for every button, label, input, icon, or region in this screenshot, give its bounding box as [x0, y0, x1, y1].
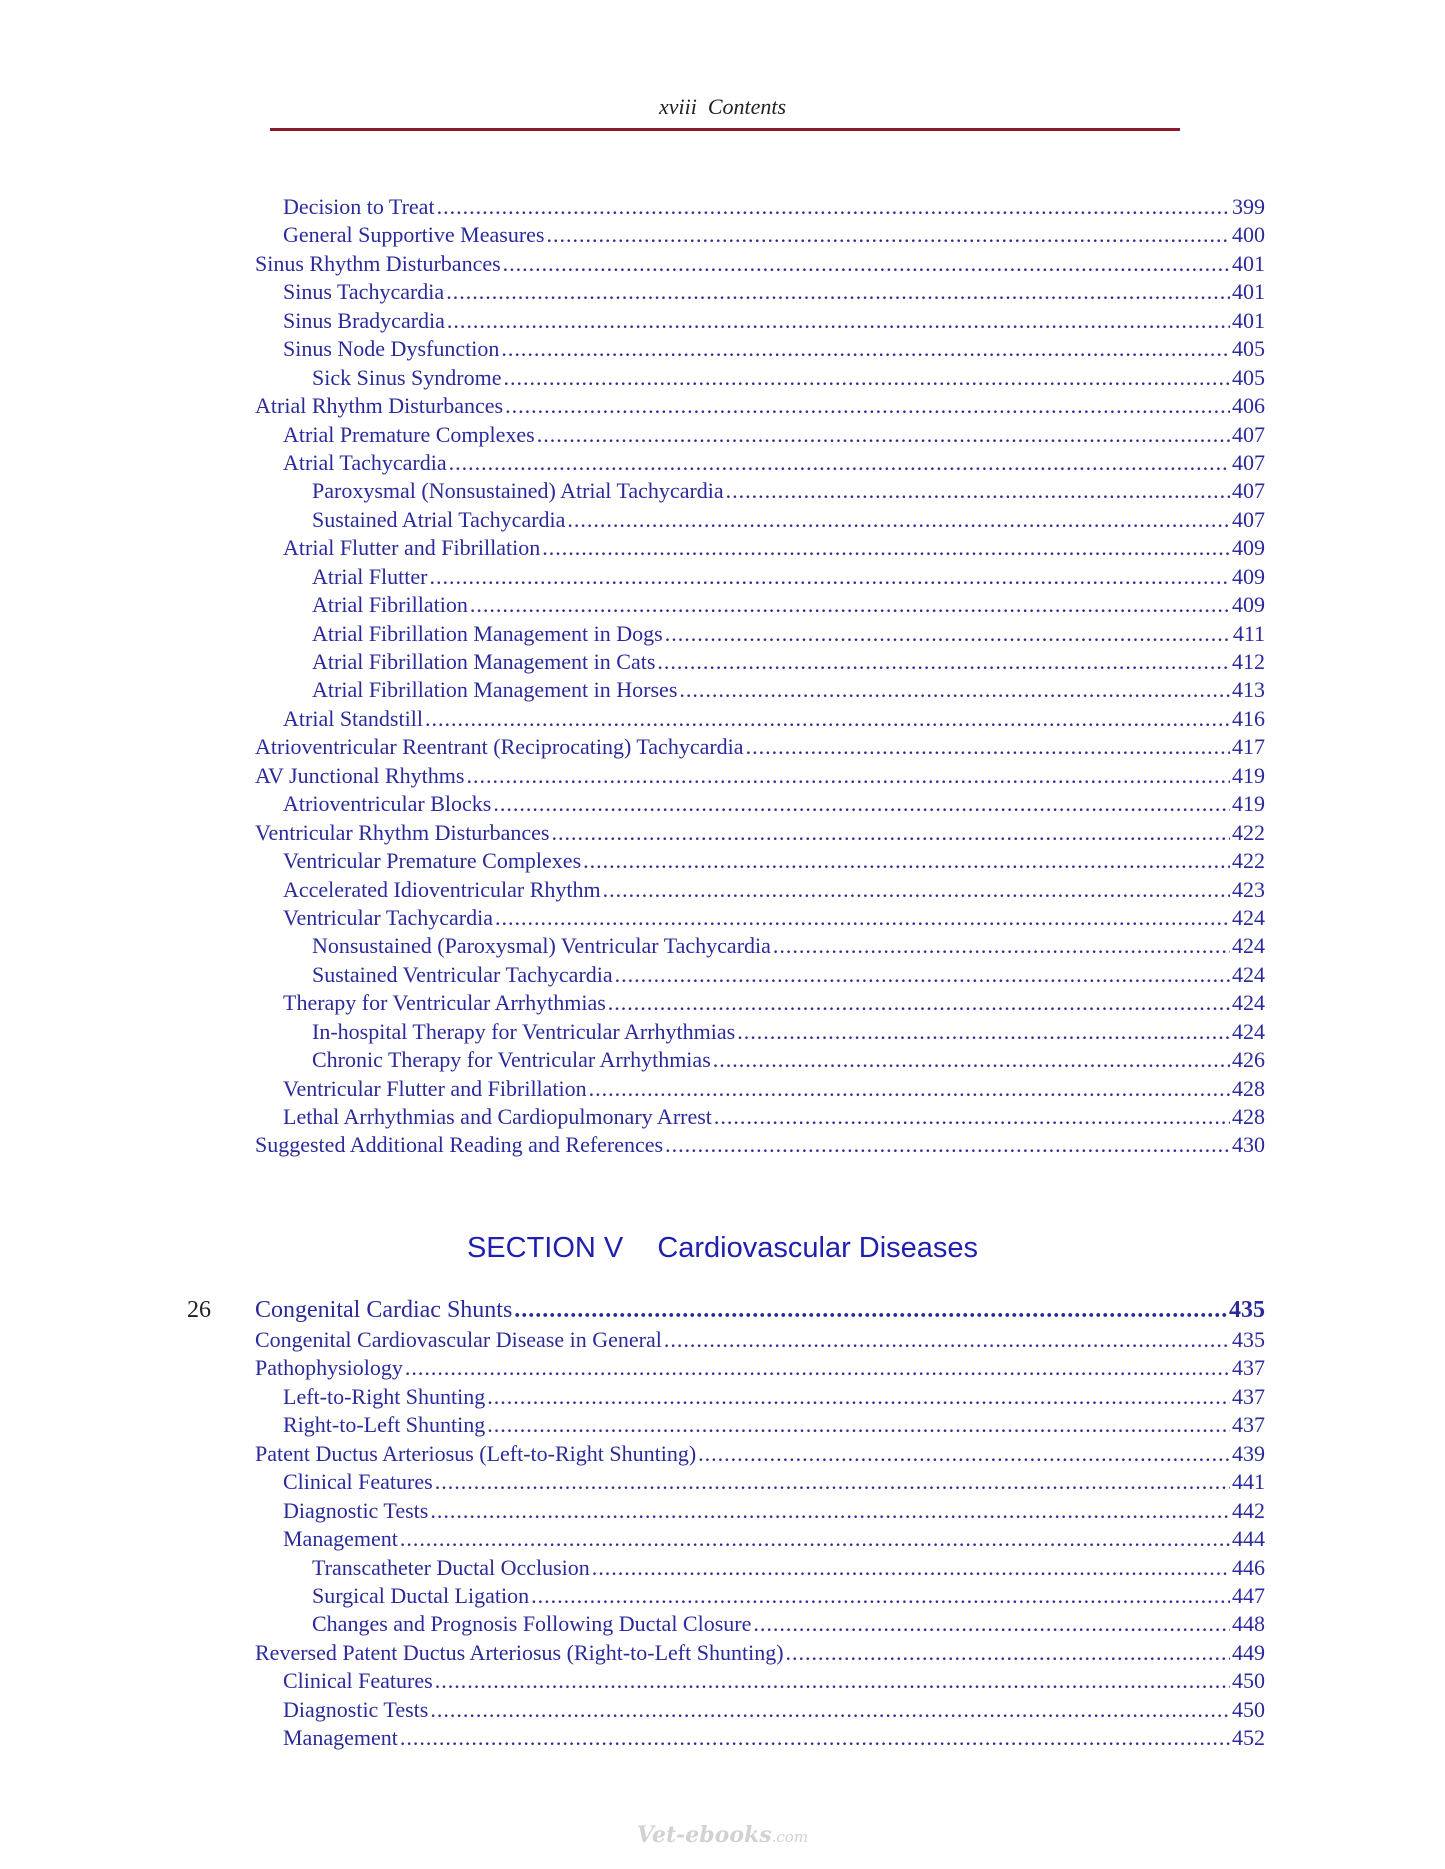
toc-entry[interactable]: [255, 990, 1265, 1018]
toc-entry-page: 419: [1232, 762, 1265, 788]
toc-entry[interactable]: [255, 621, 1265, 649]
dot-leader: [400, 1725, 1230, 1751]
toc-entry[interactable]: [255, 706, 1265, 734]
toc-entry[interactable]: [255, 1327, 1265, 1355]
toc-entry[interactable]: [255, 734, 1265, 762]
toc-entry-label: Sustained Ventricular Tachycardia: [312, 961, 613, 987]
dot-leader: [447, 308, 1230, 334]
toc-entry-label: Atrial Flutter and Fibrillation: [283, 535, 541, 561]
dot-leader: [589, 1076, 1230, 1102]
toc-entry[interactable]: [255, 1132, 1265, 1160]
dot-leader: [603, 877, 1230, 903]
toc-entry-label: Sinus Tachycardia: [283, 279, 445, 305]
dot-leader: [449, 450, 1230, 476]
toc-entry[interactable]: [255, 1611, 1265, 1639]
toc-entry[interactable]: [255, 1498, 1265, 1526]
toc-entry-page: 448: [1232, 1611, 1265, 1637]
toc-entry-page: 422: [1232, 819, 1265, 845]
toc-entry[interactable]: [255, 1640, 1265, 1668]
toc-entry-page: 430: [1232, 1132, 1265, 1158]
toc-entry-label: Sustained Atrial Tachycardia: [312, 506, 566, 532]
toc-entry-label: Sinus Rhythm Disturbances: [255, 250, 501, 276]
running-head: [0, 94, 1445, 120]
toc-entry-page: 428: [1232, 1104, 1265, 1129]
toc-entry[interactable]: [255, 365, 1265, 393]
toc-entry-page: 400: [1232, 222, 1265, 248]
toc-entry-label: General Supportive Measures: [283, 222, 545, 248]
section-heading: [0, 1232, 1445, 1265]
toc-entry-page: 424: [1232, 933, 1265, 959]
dot-leader: [665, 621, 1231, 647]
dot-leader: [546, 222, 1230, 248]
toc-entry-label: Left-to-Right Shunting: [283, 1383, 486, 1409]
dot-leader: [679, 677, 1230, 703]
toc-entry-label: Pathophysiology: [255, 1355, 403, 1381]
toc-entry-page: 437: [1232, 1412, 1265, 1438]
toc-entry-label: Surgical Ductal Ligation: [312, 1582, 530, 1608]
dot-leader: [608, 990, 1230, 1016]
dot-leader: [737, 1019, 1230, 1045]
toc-entry-page: 419: [1232, 791, 1265, 817]
toc-entry-page: 413: [1232, 677, 1265, 703]
dot-leader: [583, 848, 1230, 874]
toc-entry-page: 450: [1232, 1668, 1265, 1694]
dot-leader: [405, 1355, 1230, 1381]
dot-leader: [495, 905, 1230, 931]
toc-entry-label: Atrial Fibrillation: [312, 592, 468, 618]
toc-entry[interactable]: [255, 1441, 1265, 1469]
toc-entry[interactable]: [255, 1725, 1265, 1753]
toc-entry[interactable]: [255, 763, 1265, 791]
toc-entry-label: Atrial Fibrillation Management in Horses: [312, 677, 678, 703]
toc-entry[interactable]: [255, 1555, 1265, 1583]
toc-entry[interactable]: [255, 251, 1265, 279]
toc-entry-page: 412: [1232, 649, 1265, 674]
toc-entry-page: 444: [1232, 1526, 1265, 1552]
toc-entry-page: 407: [1232, 449, 1265, 475]
toc-entry[interactable]: [255, 933, 1265, 961]
section-number: SECTION V: [466, 1232, 624, 1264]
watermark-domain: .com: [771, 1828, 809, 1846]
dot-leader: [615, 962, 1230, 988]
toc-entry-page: 407: [1232, 421, 1265, 447]
toc-entry-label: Sinus Bradycardia: [283, 307, 445, 333]
dot-leader: [542, 535, 1230, 561]
toc-entry-page: 446: [1232, 1554, 1265, 1580]
toc-entry-label: Reversed Patent Ductus Arteriosus (Right-to-Left Shunting): [255, 1639, 784, 1665]
toc-entry-page: 449: [1232, 1639, 1265, 1665]
dot-leader: [435, 1668, 1230, 1694]
dot-leader: [773, 933, 1230, 959]
dot-leader: [514, 1297, 1227, 1324]
toc-entry-page: 424: [1232, 1018, 1265, 1044]
toc-entry-page: 407: [1232, 506, 1265, 532]
toc-entry[interactable]: [255, 1355, 1265, 1383]
toc-entry-page: 424: [1232, 961, 1265, 987]
toc-entry-page: 417: [1232, 734, 1265, 760]
toc-entry-label: Lethal Arrhythmias and Cardiopulmonary Arrest: [283, 1104, 712, 1129]
toc-entry[interactable]: [255, 1668, 1265, 1696]
toc-entry[interactable]: [255, 1104, 1265, 1132]
dot-leader: [493, 791, 1230, 817]
toc-entry-label: Ventricular Flutter and Fibrillation: [283, 1075, 587, 1101]
toc-entry[interactable]: [255, 1469, 1265, 1497]
dot-leader: [429, 564, 1230, 590]
section-title: Cardiovascular Diseases: [657, 1232, 979, 1264]
toc-entry-page: 416: [1232, 705, 1265, 731]
dot-leader: [446, 279, 1230, 305]
toc-entry-page: 407: [1232, 478, 1265, 504]
dot-leader: [664, 1327, 1230, 1353]
toc-entry-label: Atrial Flutter: [312, 563, 428, 589]
toc-entry[interactable]: [255, 877, 1265, 905]
toc-entry[interactable]: [255, 962, 1265, 990]
page-label: xviii: [658, 94, 697, 119]
toc-entry-label: Accelerated Idioventricular Rhythm: [283, 876, 601, 902]
toc-entry-label: Ventricular Premature Complexes: [283, 848, 582, 874]
watermark-logo: [0, 1822, 1445, 1848]
toc-entry-page: 437: [1232, 1355, 1265, 1381]
toc-entry[interactable]: [255, 478, 1265, 506]
dot-leader: [487, 1412, 1230, 1438]
toc-entry-label: Changes and Prognosis Following Ductal Closure: [312, 1611, 752, 1637]
toc-entry-page: 435: [1232, 1327, 1265, 1352]
toc-entry[interactable]: [255, 308, 1265, 336]
toc-entry-label: Atrioventricular Reentrant (Reciprocating) Tachycardia: [255, 734, 744, 760]
toc-entry[interactable]: [255, 848, 1265, 876]
toc-entry-page: 411: [1232, 620, 1265, 646]
toc-entry-page: 409: [1232, 563, 1265, 589]
toc-entry-label: Transcatheter Ductal Occlusion: [312, 1554, 590, 1580]
toc-entry-label: Ventricular Rhythm Disturbances: [255, 819, 550, 845]
toc-entry-page: 437: [1232, 1383, 1265, 1409]
toc-entry-page: 409: [1232, 592, 1265, 618]
toc-entry-label: Management: [283, 1725, 398, 1751]
watermark-name: Vet-ebooks: [636, 1822, 772, 1848]
toc-entry-label: Patent Ductus Arteriosus (Left-to-Right Shunting): [255, 1440, 697, 1466]
toc-entry-label: Ventricular Tachycardia: [283, 904, 493, 930]
toc-entry[interactable]: [255, 1697, 1265, 1725]
toc-entry[interactable]: [255, 649, 1265, 677]
dot-leader: [503, 251, 1230, 277]
toc-entry-page: 424: [1232, 904, 1265, 930]
dot-leader: [501, 336, 1230, 362]
toc-entry-label: Diagnostic Tests: [283, 1497, 429, 1523]
dot-leader: [665, 1132, 1230, 1158]
toc-entry-page: 439: [1232, 1440, 1265, 1466]
dot-leader: [425, 706, 1230, 732]
dot-leader: [726, 478, 1230, 504]
toc-entry-label: Sick Sinus Syndrome: [312, 364, 502, 390]
dot-leader: [430, 1498, 1230, 1524]
toc-entry[interactable]: [255, 222, 1265, 250]
toc-entry-page: 428: [1232, 1075, 1265, 1101]
toc-entry[interactable]: [255, 1526, 1265, 1554]
toc-entry-label: Clinical Features: [283, 1668, 433, 1694]
toc-entry-page: 426: [1232, 1047, 1265, 1073]
dot-leader: [466, 763, 1230, 789]
dot-leader: [400, 1526, 1230, 1552]
toc-entry-label: Suggested Additional Reading and References: [255, 1132, 664, 1158]
dot-leader: [552, 820, 1231, 846]
dot-leader: [592, 1555, 1230, 1581]
toc-entry-page: 423: [1232, 876, 1265, 902]
dot-leader: [746, 734, 1230, 760]
dot-leader: [698, 1441, 1230, 1467]
toc-entry-label: Right-to-Left Shunting: [283, 1412, 486, 1438]
toc-entry[interactable]: [255, 336, 1265, 364]
dot-leader: [430, 1697, 1230, 1723]
toc-entry-label: Diagnostic Tests: [283, 1696, 429, 1722]
dot-leader: [470, 592, 1230, 618]
toc-entry[interactable]: [255, 677, 1265, 705]
toc-entry-page: 401: [1232, 279, 1265, 305]
dot-leader: [753, 1611, 1230, 1637]
chapter-entry[interactable]: [187, 1297, 1265, 1327]
toc-entry-page: 441: [1232, 1469, 1265, 1495]
dot-leader: [503, 365, 1230, 391]
toc-entry-label: Atrial Standstill: [283, 705, 423, 731]
toc-entry-label: Management: [283, 1526, 398, 1552]
toc-entry-label: Atrial Fibrillation Management in Cats: [312, 649, 656, 674]
toc-entry[interactable]: [255, 393, 1265, 421]
toc-entry[interactable]: [255, 450, 1265, 478]
toc-entry-label: Therapy for Ventricular Arrhythmias: [283, 990, 606, 1016]
dot-leader: [505, 393, 1230, 419]
header-rule: [270, 128, 1180, 131]
running-title: Contents: [707, 94, 787, 119]
toc-entry[interactable]: [255, 791, 1265, 819]
toc-entry[interactable]: [255, 507, 1265, 535]
toc-entry-label: Atrial Premature Complexes: [283, 421, 535, 447]
toc-list-bottom: [255, 1327, 1265, 1754]
toc-entry[interactable]: [255, 1076, 1265, 1104]
toc-entry-label: Atrial Rhythm Disturbances: [255, 393, 504, 419]
toc-entry-label: Atrial Tachycardia: [283, 449, 447, 475]
toc-entry[interactable]: [255, 1019, 1265, 1047]
toc-entry-page: 401: [1232, 307, 1265, 333]
dot-leader: [531, 1583, 1230, 1609]
toc-entry-page: 452: [1232, 1725, 1265, 1751]
chapter-page: 435: [1229, 1297, 1265, 1323]
toc-entry-page: 409: [1232, 535, 1265, 561]
toc-entry[interactable]: [255, 564, 1265, 592]
toc-entry-label: Atrial Fibrillation Management in Dogs: [312, 620, 663, 646]
toc-entry-label: Sinus Node Dysfunction: [283, 336, 500, 362]
toc-entry-page: 424: [1232, 990, 1265, 1016]
toc-entry-page: 405: [1232, 364, 1265, 390]
toc-entry-label: Clinical Features: [283, 1469, 433, 1495]
toc-entry-label: Atrioventricular Blocks: [283, 791, 492, 817]
toc-entry-page: 447: [1232, 1582, 1265, 1608]
dot-leader: [786, 1640, 1230, 1666]
toc-entry[interactable]: [255, 1412, 1265, 1440]
dot-leader: [713, 1047, 1230, 1073]
toc-entry[interactable]: [255, 905, 1265, 933]
toc-entry[interactable]: [255, 279, 1265, 307]
toc-entry[interactable]: [255, 1384, 1265, 1412]
toc-entry[interactable]: [255, 1583, 1265, 1611]
chapter-title: Congenital Cardiac Shunts: [255, 1297, 513, 1323]
toc-entry[interactable]: [255, 1047, 1265, 1075]
toc-entry-page: 401: [1232, 250, 1265, 276]
dot-leader: [567, 507, 1230, 533]
toc-entry-label: Paroxysmal (Nonsustained) Atrial Tachycardia: [312, 478, 724, 504]
chapter-number: 26: [187, 1297, 211, 1323]
dot-leader: [657, 649, 1230, 675]
toc-entry-label: In-hospital Therapy for Ventricular Arrhythmias: [312, 1018, 736, 1044]
toc-entry-label: Nonsustained (Paroxysmal) Ventricular Tachycardia: [312, 933, 771, 959]
dot-leader: [435, 1469, 1230, 1495]
toc-entry-page: 406: [1232, 393, 1265, 419]
toc-entry-page: 405: [1232, 336, 1265, 362]
toc-entry-page: 399: [1232, 194, 1265, 219]
toc-entry[interactable]: [255, 592, 1265, 620]
dot-leader: [487, 1384, 1230, 1410]
toc-entry-page: 422: [1232, 848, 1265, 874]
toc-entry-label: Chronic Therapy for Ventricular Arrhythmias: [312, 1047, 711, 1073]
toc-entry[interactable]: [255, 422, 1265, 450]
dot-leader: [437, 194, 1230, 220]
toc-entry[interactable]: [255, 535, 1265, 563]
toc-entry-label: Congenital Cardiovascular Disease in General: [255, 1327, 662, 1352]
dot-leader: [537, 422, 1230, 448]
toc-entry-label: Decision to Treat: [283, 194, 435, 219]
toc-entry[interactable]: [255, 820, 1265, 848]
toc-list-top: [255, 194, 1265, 1161]
dot-leader: [714, 1104, 1230, 1130]
toc-entry-page: 442: [1232, 1497, 1265, 1523]
toc-entry-page: 450: [1232, 1696, 1265, 1722]
toc-entry-label: AV Junctional Rhythms: [255, 762, 465, 788]
toc-entry[interactable]: [255, 194, 1265, 222]
